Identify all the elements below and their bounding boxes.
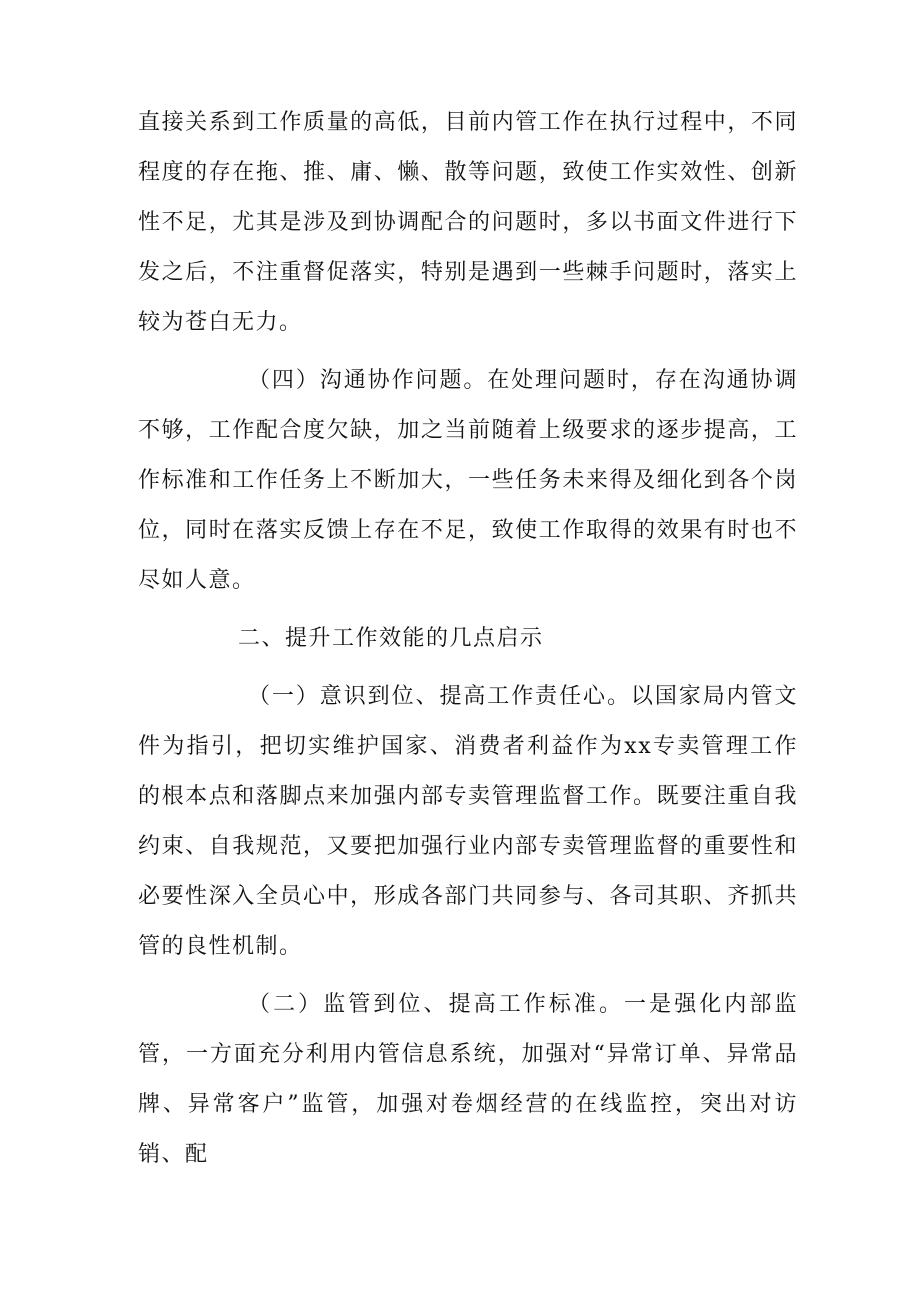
paragraph-subsection-two: （二）监管到位、提高工作标准。一是强化内部监管，一方面充分利用内管信息系统，加强对“异常订单、异常品牌、异常客户”监管，加强对卷烟经营的在线监控，突出对访销、配: [138, 992, 798, 1167]
paragraph-section-four: （四）沟通协作问题。在处理问题时，存在沟通协调不够，工作配合度欠缺，加之当前随着上级要求的逐步提高，工作标准和工作任务上不断加大，一些任务未来得及细化到各个岗位，同时在落实反馈上存在不足，致使工作取得的效果有时也不尽如人意。: [138, 368, 798, 593]
paragraph-continuation: 直接关系到工作质量的高低，目前内管工作在执行过程中，不同程度的存在拖、推、庸、懒、散等问题，致使工作实效性、创新性不足，尤其是涉及到协调配合的问题时，多以书面文件进行下发之后，不注重督促落实，特别是遇到一些棘手问题时，落实上较为苍白无力。: [138, 110, 798, 335]
paragraph-subsection-one: （一）意识到位、提高工作责任心。以国家局内管文件为指引，把切实维护国家、消费者利益作为xx专卖管理工作的根本点和落脚点来加强内部专卖管理监督工作。既要注重自我约束、自我规范，又要把加强行业内部专卖管理监督的重要性和必要性深入全员心中，形成各部门共同参与、各司其职、齐抓共管的良性机制。: [138, 684, 798, 959]
section-heading-two: 二、提升工作效能的几点启示: [238, 626, 544, 651]
document-body: [138, 98, 798, 1188]
